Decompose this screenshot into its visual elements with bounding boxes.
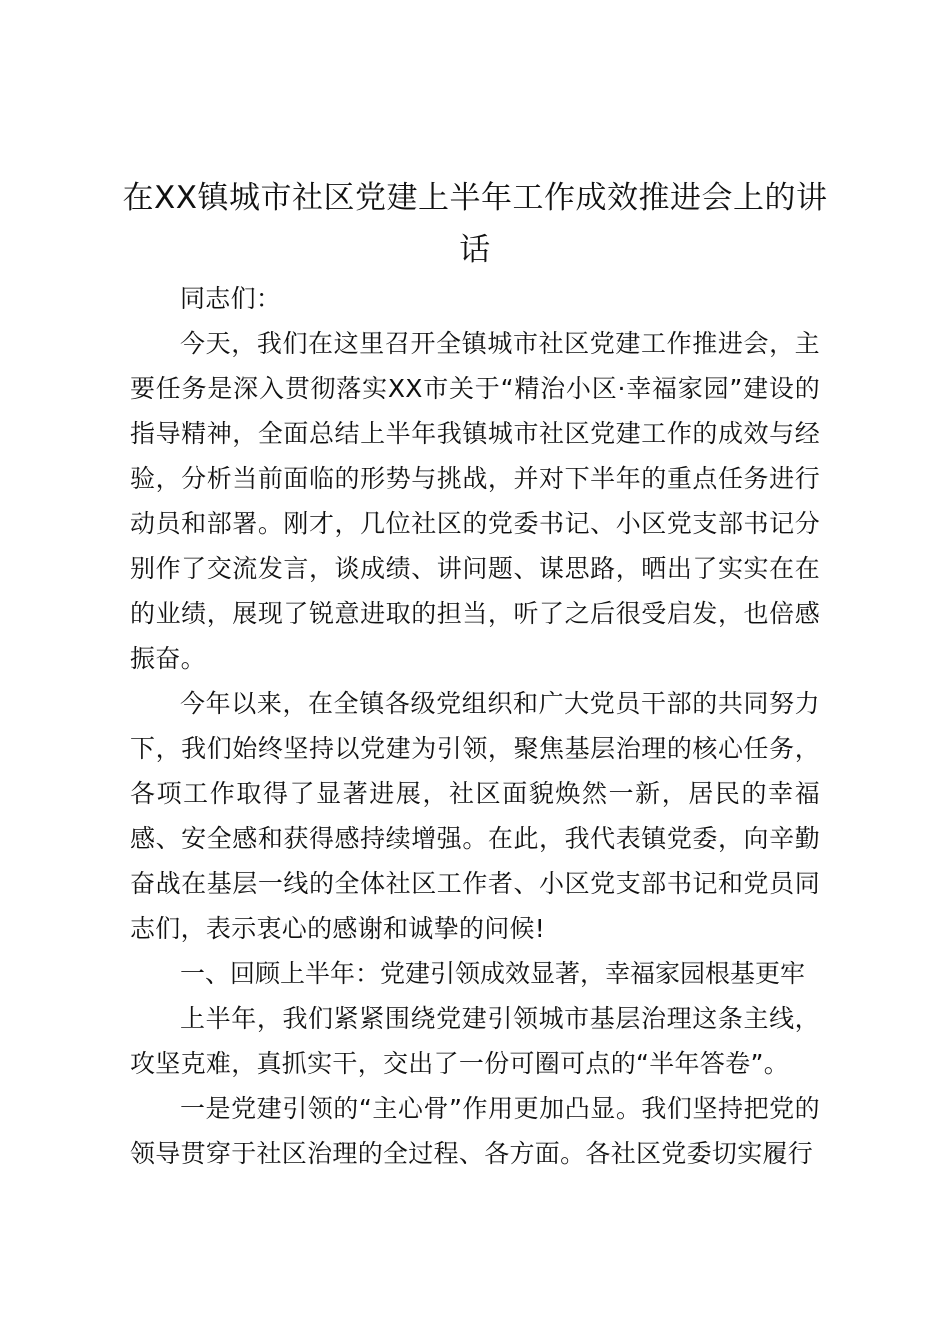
document-title: 在XX镇城市社区党建上半年工作成效推进会上的讲话 — [122, 180, 828, 268]
paragraph-3: 上半年，我们紧紧围绕党建引领城市基层治理这条主线，攻坚克难，真抓实干，交出了一份可圈可点的“半年答卷”。 — [130, 1004, 820, 1078]
section-heading: 一、回顾上半年：党建引领成效显著，幸福家园根基更牢 — [180, 959, 806, 988]
document-body — [130, 276, 820, 1176]
paragraph-4: 一是党建引领的“主心骨”作用更加凸显。我们坚持把党的领导贯穿于社区治理的全过程、各方面。各社区党委切实履行 — [130, 1094, 820, 1168]
paragraph-2: 今年以来，在全镇各级党组织和广大党员干部的共同努力下，我们始终坚持以党建为引领，聚焦基层治理的核心任务，各项工作取得了显著进展，社区面貌焕然一新，居民的幸福感、安全感和获得感持续增强。在此，我代表镇党委，向辛勤奋战在基层一线的全体社区工作者、小区党支部书记和党员同志们，表示衷心的感谢和诚挚的问候! — [130, 689, 820, 943]
paragraph-1: 今天，我们在这里召开全镇城市社区党建工作推进会，主要任务是深入贯彻落实XX市关于“精治小区·幸福家园”建设的指导精神，全面总结上半年我镇城市社区党建工作的成效与经验，分析当前面临的形势与挑战，并对下半年的重点任务进行动员和部署。刚才，几位社区的党委书记、小区党支部书记分别作了交流发言，谈成绩、讲问题、谋思路，晒出了实实在在的业绩，展现了锐意进取的担当，听了之后很受启发，也倍感振奋。 — [130, 329, 820, 673]
salutation: 同志们： — [180, 284, 282, 313]
